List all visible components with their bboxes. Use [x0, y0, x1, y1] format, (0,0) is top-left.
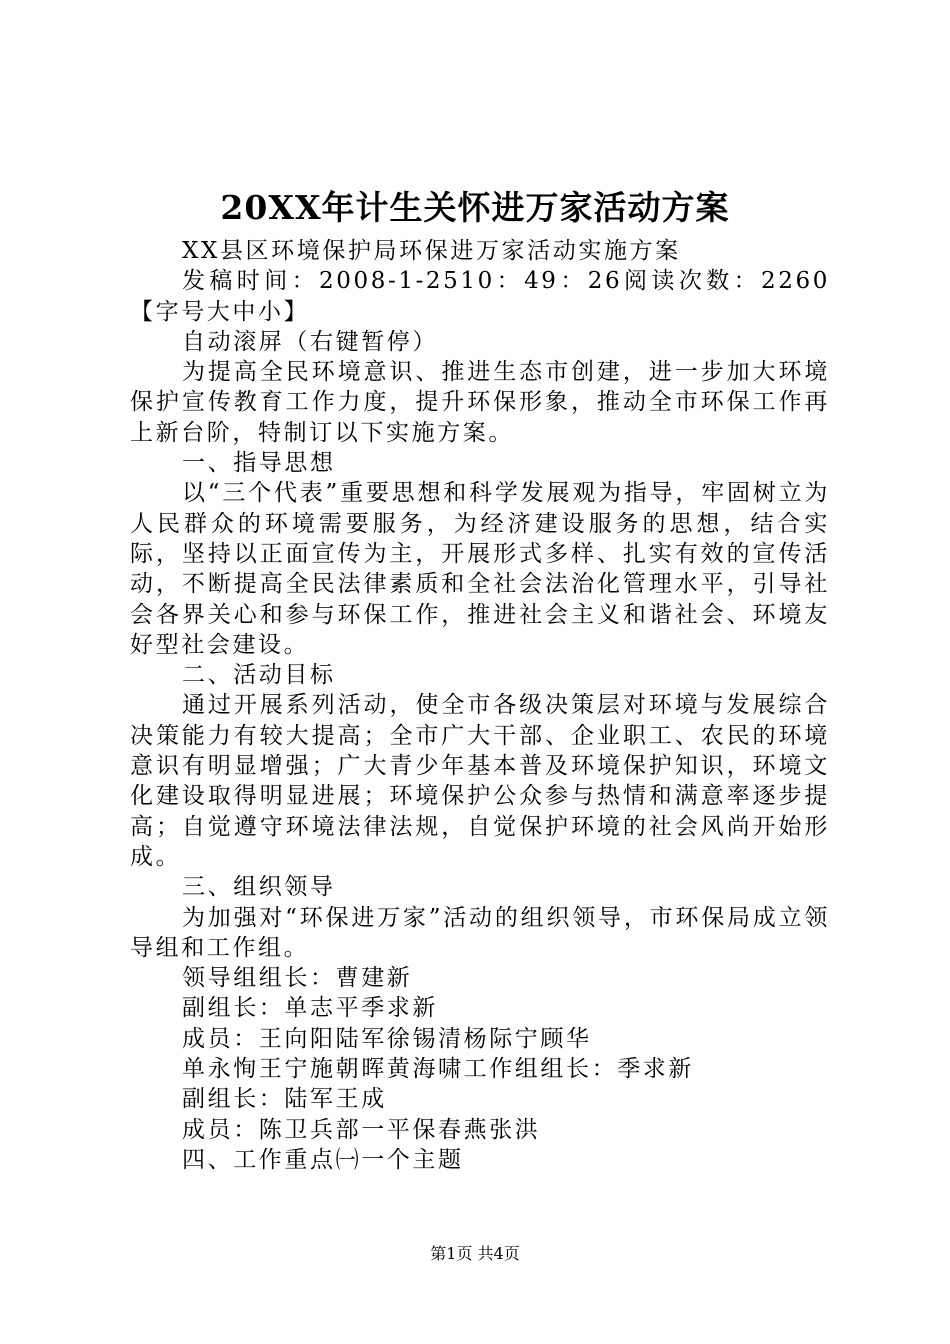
- document-title: 20XX年计生关怀进万家活动方案: [220, 188, 730, 227]
- paragraph-work-members: 成员：陈卫兵部一平保春燕张洪: [182, 1116, 541, 1143]
- paragraph-auto-scroll: 自动滚屏（右键暂停）: [182, 328, 438, 355]
- paragraph-deputy-leader: 副组长：单志平季求新: [182, 995, 438, 1022]
- section-heading-guiding-thought: 一、指导思想: [182, 450, 336, 477]
- paragraph-members: 成员：王向阳陆军徐锡清杨际宁顾华: [182, 1025, 592, 1052]
- paragraph-subtitle: XX县区环境保护局环保进万家活动实施方案: [182, 238, 681, 264]
- paragraph-organization: 为加强对“环保进万家”活动的组织领导，市环保局成立领导组和工作组。: [130, 904, 830, 961]
- paragraph-members-continued: 单永恂王宁施朝晖黄海啸工作组组长：季求新: [182, 1056, 694, 1083]
- paragraph-intro: 为提高全民环境意识、推进生态市创建，进一步加大环境保护宣传教育工作力度，提升环保形象，推动全市环保工作再上新台阶，特制订以下实施方案。: [130, 359, 830, 446]
- paragraph-activity-goals: 通过开展系列活动，使全市各级决策层对环境与发展综合决策能力有较大提高；全市广大干部、企业职工、农民的环境意识有明显增强；广大青少年基本普及环境保护知识，环境文化建设取得明显进展；环境保护公众参与热情和满意率逐步提高；自觉遵守环境法律法规，自觉保护环境的社会风尚开始形成。: [130, 692, 830, 870]
- paragraph-publish-info: 发稿时间：2008-1-2510：49：26阅读次数：2260【字号大中小】: [130, 268, 830, 325]
- paragraph-leader: 领导组组长：曹建新: [182, 965, 413, 992]
- document-body: [130, 236, 830, 1175]
- page-footer: 第1页 共4页: [430, 1244, 520, 1263]
- section-heading-activity-goals: 二、活动目标: [182, 662, 336, 689]
- section-heading-work-focus: 四、工作重点㈠一个主题: [182, 1146, 464, 1173]
- section-heading-organization: 三、组织领导: [182, 874, 336, 901]
- paragraph-work-deputy-leader: 副组长：陆军王成: [182, 1086, 387, 1113]
- paragraph-guiding-thought: 以“三个代表”重要思想和科学发展观为指导，牢固树立为人民群众的环境需要服务，为经济建设服务的思想，结合实际，坚持以正面宣传为主，开展形式多样、扎实有效的宣传活动，不断提高全民法律素质和全社会法治化管理水平，引导社会各界关心和参与环保工作，推进社会主义和谐社会、环境友好型社会建设。: [130, 480, 830, 658]
